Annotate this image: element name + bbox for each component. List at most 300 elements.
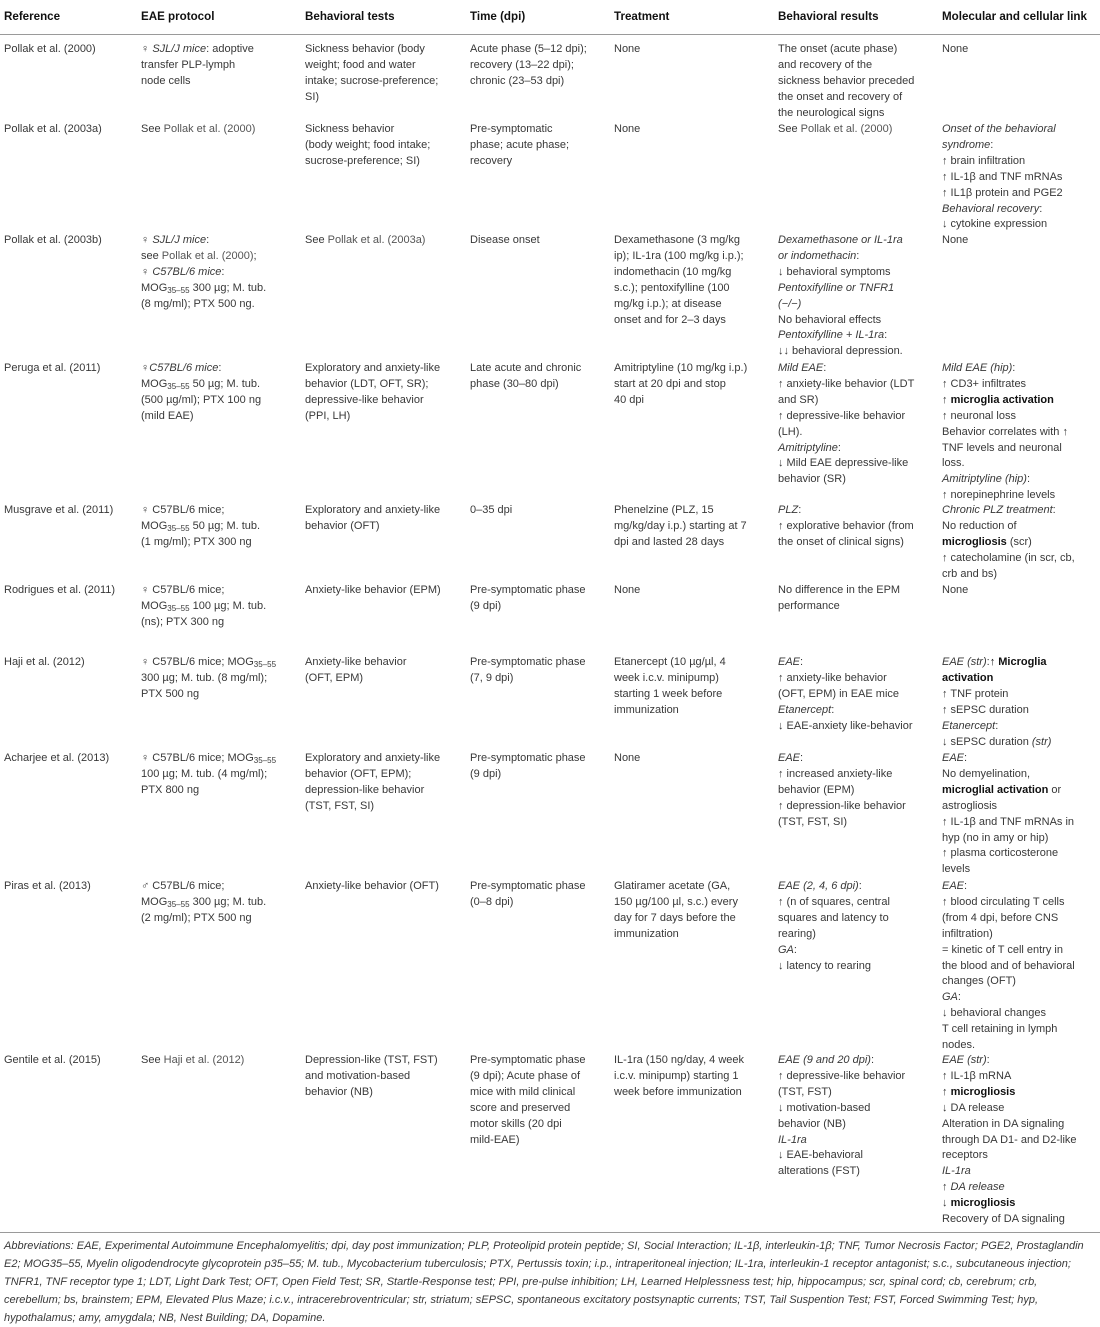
cell-line [778, 425, 914, 441]
cell-text: 300 µg; M. tub. [189, 281, 267, 294]
abbreviations-line: cerebellum; bs, brainstem; EPM, Elevated Plus Maze; i.c.v., intracerebroventricular; str, striatum; sEPSC, spontaneous excitatory postsynaptic currents; TST, Tail Suspention Test; FST, Forced Swimming Test; hyp, [4, 1294, 1039, 1306]
cell-text: MOG [141, 519, 168, 532]
cell-line [778, 959, 890, 975]
cell-line [305, 655, 407, 671]
cell-line [778, 393, 914, 409]
cell-text: nodes. [942, 1039, 976, 1052]
cell-text: ♂ C57BL/6 mice; [141, 880, 225, 892]
cell-text: ↑ anxiety-like behavior (LDT [778, 377, 915, 390]
cell-text: (PPI, LH) [305, 409, 351, 422]
cell-text: ↑ plasma corticosterone [942, 847, 1059, 860]
cell-line [305, 90, 438, 106]
cell-line [305, 879, 439, 895]
cell-line [305, 671, 407, 687]
cell-text: s.c.); pentoxifylline (100 [614, 281, 730, 294]
results-cell [778, 583, 900, 615]
cell-line [778, 1117, 905, 1133]
table-bottom-rule [0, 1232, 1100, 1233]
cell-line [942, 799, 1074, 815]
treatment-cell [614, 503, 747, 551]
cell-line [778, 344, 903, 360]
cell-line [942, 1053, 1077, 1069]
cell-line [942, 409, 1068, 425]
cell-text: Amitriptyline (10 mg/kg i.p.) [614, 362, 748, 374]
cell-line [470, 361, 581, 377]
cell-text: ♀ [141, 265, 153, 278]
cell-line [141, 519, 260, 535]
cell-text: 300 µg; M. tub. [189, 895, 267, 908]
cell-line [778, 687, 913, 703]
cell-line [778, 122, 892, 138]
cell-line [942, 1117, 1077, 1133]
cell-text: microgliosis [950, 1085, 1016, 1098]
cell-text: SI) [305, 90, 320, 103]
cell-text: See [778, 123, 801, 135]
cell-text: (0–8 dpi) [470, 895, 514, 908]
cell-line [942, 42, 968, 58]
cell-text: : [823, 362, 827, 374]
cell-text: : [793, 943, 797, 956]
cell-text: (OFT, EPM) [305, 671, 364, 684]
cell-line [614, 671, 726, 687]
cell-text: : [995, 719, 999, 732]
cell-text: day for 7 days before the [614, 911, 736, 924]
cell-text: 100 µg; M. tub. [189, 599, 267, 612]
cell-line [614, 1085, 744, 1101]
cell-text: : [800, 656, 804, 668]
cell-line [942, 831, 1074, 847]
cell-text: or indomethacin [778, 249, 857, 262]
cell-line [942, 815, 1074, 831]
cell-line [778, 1069, 905, 1085]
cell-text: : [964, 752, 968, 764]
cell-line [470, 154, 569, 170]
cell-text: : [837, 441, 841, 454]
reference-cell [4, 655, 85, 671]
cell-line [942, 456, 1068, 472]
cell-text: and motivation-based [305, 1069, 411, 1082]
cell-text: ↓ sEPSC duration [942, 735, 1032, 748]
cell-line [141, 783, 276, 799]
time-cell [470, 122, 569, 170]
cell-text: : [957, 991, 961, 1004]
cell-line [778, 703, 913, 719]
reference-text: Peruga et al. (2011) [4, 362, 101, 374]
cell-text: ↑ blood circulating T cells [942, 895, 1065, 908]
cell-text: Mild EAE [778, 362, 824, 374]
cell-line [942, 503, 1075, 519]
cell-line [942, 1133, 1077, 1149]
cell-text: behavior (SR) [778, 473, 846, 486]
cell-text: (TST, FST, SI) [305, 799, 375, 812]
cell-text: 35–55 [253, 756, 277, 765]
cell-text: crb and bs) [942, 567, 998, 580]
cell-line [942, 170, 1063, 186]
cell-line [470, 655, 586, 671]
cell-text: behavior (NB) [305, 1085, 373, 1098]
cell-text: ↑ depressive-like behavior [778, 1069, 906, 1082]
citation-link[interactable]: Pollak et al. (2000) [800, 123, 893, 135]
cell-text: and recovery of the [778, 58, 873, 71]
cell-text: Depression-like (TST, FST) [305, 1054, 438, 1066]
cell-text: (500 µg/ml); PTX 100 ng [141, 393, 262, 406]
cell-line [942, 879, 1075, 895]
cell-text: PLZ [778, 504, 799, 516]
cell-text: the onset and recovery of [778, 90, 903, 103]
cell-line [305, 154, 430, 170]
protocol-cell [141, 583, 266, 631]
cell-line [942, 783, 1074, 799]
cell-line [942, 551, 1075, 567]
results-cell [778, 751, 906, 831]
cell-text: Pre-symptomatic phase [470, 880, 586, 892]
cell-text: Onset of the behavioral [942, 123, 1056, 135]
cell-text: : [218, 362, 222, 374]
cell-text: = kinetic of T cell entry in [942, 943, 1063, 956]
cell-text: Behavior correlates with ↑ [942, 425, 1068, 438]
tests-cell [305, 503, 440, 535]
cell-text: 35–55 [167, 285, 190, 295]
cell-text: Chronic PLZ treatment [942, 504, 1053, 516]
cell-line [470, 1117, 586, 1133]
cell-text: EAE (str) [942, 656, 987, 668]
reference-cell [4, 503, 113, 519]
cell-text: No reduction of [942, 519, 1017, 532]
cell-text: : [870, 1054, 875, 1066]
cell-line [141, 767, 276, 783]
cell-line [778, 313, 903, 329]
cell-line [141, 377, 261, 393]
cell-line [614, 927, 738, 943]
cell-text: Pentoxifylline or TNFR1 [778, 281, 895, 294]
cell-text: Anxiety-like behavior [305, 656, 407, 668]
reference-cell [4, 42, 96, 58]
cell-text: EAE (2, 4, 6 dpi) [778, 880, 859, 892]
cell-line [942, 1038, 1075, 1054]
cell-line [942, 671, 1051, 687]
cell-text: : [1052, 504, 1056, 516]
results-cell [778, 655, 913, 735]
cell-text: Exploratory and anxiety-like [305, 752, 441, 764]
cell-text: behavior (LDT, OFT, SR); [305, 377, 429, 390]
cell-text: ↑ CD3+ infiltrates [942, 377, 1027, 390]
cell-text: ♀ C57BL/6 mice; MOG [141, 752, 254, 764]
cell-text: T cell retaining in lymph [942, 1023, 1058, 1036]
cell-line [778, 927, 890, 943]
cell-text: ↑ catecholamine (in scr, cb, [942, 551, 1075, 564]
cell-line [778, 297, 903, 313]
cell-line [942, 1069, 1077, 1085]
cell-line [778, 815, 906, 831]
cell-line [942, 138, 1063, 154]
cell-text: start at 20 dpi and stop [614, 377, 726, 390]
reference-text: Gentile et al. (2015) [4, 1054, 101, 1066]
citation-link[interactable]: Haji et al. (2012) [163, 1054, 245, 1066]
treatment-cell [614, 751, 640, 767]
cell-line [305, 519, 440, 535]
cell-line [942, 202, 1063, 218]
tests-cell [305, 879, 439, 895]
cell-line [141, 615, 266, 631]
cell-line [942, 1006, 1075, 1022]
cell-line [470, 233, 540, 249]
cell-text: see [141, 249, 162, 262]
treatment-cell [614, 361, 747, 409]
cell-text: Mild EAE (hip) [942, 362, 1013, 374]
cell-text: recovery [470, 154, 513, 167]
cell-text: ↑ TNF protein [942, 687, 1009, 700]
cell-line [778, 74, 914, 90]
cell-line [942, 1085, 1077, 1101]
protocol-cell [141, 503, 260, 551]
cell-line [942, 719, 1051, 735]
cell-text: microgliosis [950, 1197, 1016, 1210]
cell-line [778, 535, 914, 551]
cell-line [614, 313, 744, 329]
cell-text: microglia activation [950, 393, 1054, 406]
cell-text: : [798, 504, 802, 516]
cell-line [141, 879, 266, 895]
cell-text: ↑ neuronal loss [942, 409, 1016, 422]
cell-line [778, 1101, 905, 1117]
header-eae-protocol: EAE protocol [141, 10, 215, 23]
cell-text: ↓ DA release [942, 1101, 1005, 1114]
cell-text: recovery (13–22 dpi); [470, 58, 574, 71]
cell-text: MOG [141, 895, 168, 908]
cell-text: EAE [778, 752, 801, 764]
cell-line [141, 58, 254, 74]
cell-text: (str) [1031, 735, 1052, 748]
cell-line [614, 535, 747, 551]
cell-line [778, 42, 914, 58]
cell-line [942, 217, 1063, 233]
cell-text: weight; food and water [305, 58, 416, 71]
cell-line [470, 1101, 586, 1117]
cell-text: 300 µg; M. tub. (8 mg/ml); [141, 671, 268, 684]
cell-line [470, 42, 587, 58]
treatment-cell [614, 1053, 744, 1101]
cell-text: EAE [942, 752, 965, 764]
cell-line [470, 377, 581, 393]
cell-text: None [942, 234, 969, 246]
cell-text: Exploratory and anxiety-like [305, 362, 441, 374]
cell-line [141, 42, 254, 58]
cell-text: behavior (EPM) [778, 783, 855, 796]
reference-cell [4, 122, 102, 138]
cell-text: ↑ depressive-like behavior [778, 409, 906, 422]
cell-text: mild-EAE) [470, 1133, 520, 1146]
cell-line [614, 1053, 744, 1069]
cell-text: mg/kg i.p.); at disease [614, 297, 722, 310]
results-cell [778, 42, 914, 122]
cell-text: Late acute and chronic [470, 362, 582, 374]
cell-text: onset and for 2–3 days [614, 313, 726, 326]
cell-line [942, 767, 1074, 783]
cell-text: ↓ cytokine expression [942, 218, 1048, 231]
cell-text: : [858, 880, 862, 892]
header-reference: Reference [4, 10, 61, 23]
cell-text: activation [942, 671, 994, 684]
table-header-row [0, 0, 1100, 35]
cell-text: EAE [778, 656, 801, 668]
cell-line [942, 186, 1063, 202]
cell-text: Amitriptyline [778, 441, 838, 454]
cell-line [778, 361, 914, 377]
cell-text: depression-like behavior [305, 783, 425, 796]
cell-text: None [942, 584, 969, 596]
cell-text: No behavioral effects [778, 313, 882, 326]
cell-text: : [986, 1054, 990, 1066]
cell-line [778, 249, 903, 265]
citation-link[interactable]: Pollak et al. (2000) [163, 123, 256, 135]
cell-text: (OFT, EPM) in EAE mice [778, 687, 900, 700]
cell-line [141, 671, 276, 687]
abbreviations-line: E2; MOG35–55, Myelin oligodendrocyte glycoprotein p35–55; M. tub., Mycobacterium tuberculosis; PTX, Pertussis toxin; i.p., intraperitoneal injection; IL-1ra, interleukin-1 receptor antagonist; s.c., subcutaneous injection; [4, 1258, 1071, 1270]
link-cell [942, 503, 1075, 583]
cell-text: Anxiety-like behavior (EPM) [305, 584, 441, 596]
cell-text: (1 mg/ml); PTX 300 ng [141, 535, 252, 548]
cell-line [305, 138, 430, 154]
time-cell [470, 879, 586, 911]
cell-text: the neurological signs [778, 106, 885, 119]
protocol-cell [141, 361, 261, 425]
cell-text: 50 µg; M. tub. [189, 377, 261, 390]
cell-line [942, 1148, 1077, 1164]
cell-text: ↑ Microglia [989, 656, 1047, 668]
time-cell [470, 751, 586, 783]
citation-link[interactable]: Pollak et al. (2003a) [327, 234, 426, 246]
header-behavioral-tests: Behavioral tests [305, 10, 395, 23]
cell-line [614, 361, 747, 377]
cell-text: changes (OFT) [942, 975, 1016, 988]
cell-text: Anxiety-like behavior (OFT) [305, 880, 439, 892]
protocol-cell [141, 122, 255, 138]
time-cell [470, 503, 512, 519]
reference-text: Musgrave et al. (2011) [4, 504, 114, 516]
cell-text: C57BL/6 mice [149, 362, 219, 374]
cell-line [778, 281, 903, 297]
cell-line [614, 281, 744, 297]
cell-line [778, 441, 914, 457]
cell-text: ♀ C57BL/6 mice; MOG [141, 656, 254, 668]
cell-line [614, 655, 726, 671]
cell-line [942, 1101, 1077, 1117]
cell-line [778, 879, 890, 895]
cell-line [942, 472, 1068, 488]
cell-text: and SR) [778, 393, 819, 406]
time-cell [470, 361, 581, 393]
cell-text: ♀ C57BL/6 mice; [141, 584, 225, 596]
cell-line [305, 74, 438, 90]
cell-line [141, 655, 276, 671]
protocol-cell [141, 42, 254, 90]
cell-line [614, 519, 747, 535]
cell-text: (TST, FST) [778, 1085, 832, 1098]
cell-line [942, 154, 1063, 170]
cell-text: See [141, 123, 164, 135]
cell-text: MOG [141, 599, 168, 612]
protocol-cell [141, 879, 266, 927]
cell-line [470, 767, 586, 783]
cell-text: loss. [942, 457, 965, 470]
link-cell [942, 361, 1068, 504]
cell-line [942, 441, 1068, 457]
cell-text: MOG [141, 281, 168, 294]
cell-text: ↑ IL-1β and TNF mRNAs [942, 170, 1063, 183]
cell-text: hyp (no in amy or hip) [942, 831, 1049, 844]
cell-text: ; [253, 249, 257, 262]
cell-line [614, 393, 747, 409]
cell-text: microgliosis [942, 535, 1007, 548]
cell-text: ↑ IL1β protein and PGE2 [942, 186, 1063, 199]
cell-line [942, 751, 1074, 767]
cell-text: motor skills (20 dpi [470, 1117, 562, 1130]
cell-text: ↑ sEPSC duration [942, 703, 1029, 716]
cell-line [614, 895, 738, 911]
cell-line [305, 122, 430, 138]
cell-text: : [884, 329, 888, 342]
cell-line [141, 361, 261, 377]
cell-text: 0–35 dpi [470, 504, 513, 516]
cell-text: chronic (23–53 dpi) [470, 74, 565, 87]
reference-cell [4, 751, 109, 767]
cell-line [778, 377, 914, 393]
cell-text: Pentoxifylline + IL-1ra [778, 329, 885, 342]
link-cell [942, 1053, 1077, 1228]
cell-text: ↓ behavioral changes [942, 1007, 1046, 1020]
cell-text: (7, 9 dpi) [470, 671, 514, 684]
cell-line [305, 233, 425, 249]
cell-line [778, 583, 900, 599]
abbreviations-line: Abbreviations: EAE, Experimental Autoimmune Encephalomyelitis; dpi, day post immunization; PLP, Proteolipid protein peptide; SI, Social Interaction; IL-1β, interleukin-1β; TNF, Tumor Necrosis Factor; PGE2, Prostaglandin [4, 1240, 1084, 1252]
cell-line [305, 1053, 438, 1069]
cell-line [778, 90, 914, 106]
cell-text: Pre-symptomatic phase [470, 584, 586, 596]
time-cell [470, 583, 586, 615]
cell-text: Amitriptyline (hip) [942, 473, 1027, 486]
protocol-cell [141, 1053, 244, 1069]
cell-text: No demyelination, [942, 767, 1031, 780]
cell-line [470, 671, 586, 687]
citation-link[interactable]: Pollak et al. (2000) [161, 249, 254, 262]
cell-line [141, 122, 255, 138]
cell-line [141, 503, 260, 519]
cell-text: ↓ latency to rearing [778, 959, 871, 972]
time-cell [470, 42, 587, 90]
cell-line [778, 503, 914, 519]
cell-text: Pre-symptomatic phase [470, 656, 586, 668]
cell-line [141, 535, 260, 551]
cell-text: 35–55 [253, 660, 277, 669]
cell-text: IL-1ra (150 ng/day, 4 week [614, 1054, 745, 1066]
cell-line [778, 265, 903, 281]
cell-text: Recovery of DA signaling [942, 1213, 1065, 1226]
cell-text: : [964, 880, 968, 892]
cell-line [141, 583, 266, 599]
cell-line [141, 249, 266, 265]
cell-text: mg/kg/day i.p.) starting at 7 [614, 519, 747, 532]
cell-line [942, 911, 1075, 927]
cell-text: mice with mild clinical [470, 1085, 576, 1098]
cell-line [942, 974, 1075, 990]
cell-line [470, 74, 587, 90]
cell-text: behavior (OFT) [305, 519, 380, 532]
cell-text: 35–55 [167, 523, 190, 533]
cell-line [778, 1148, 905, 1164]
cell-line [470, 599, 586, 615]
cell-text: : [1012, 362, 1016, 374]
cell-text: sickness behavior preceded [778, 74, 915, 87]
